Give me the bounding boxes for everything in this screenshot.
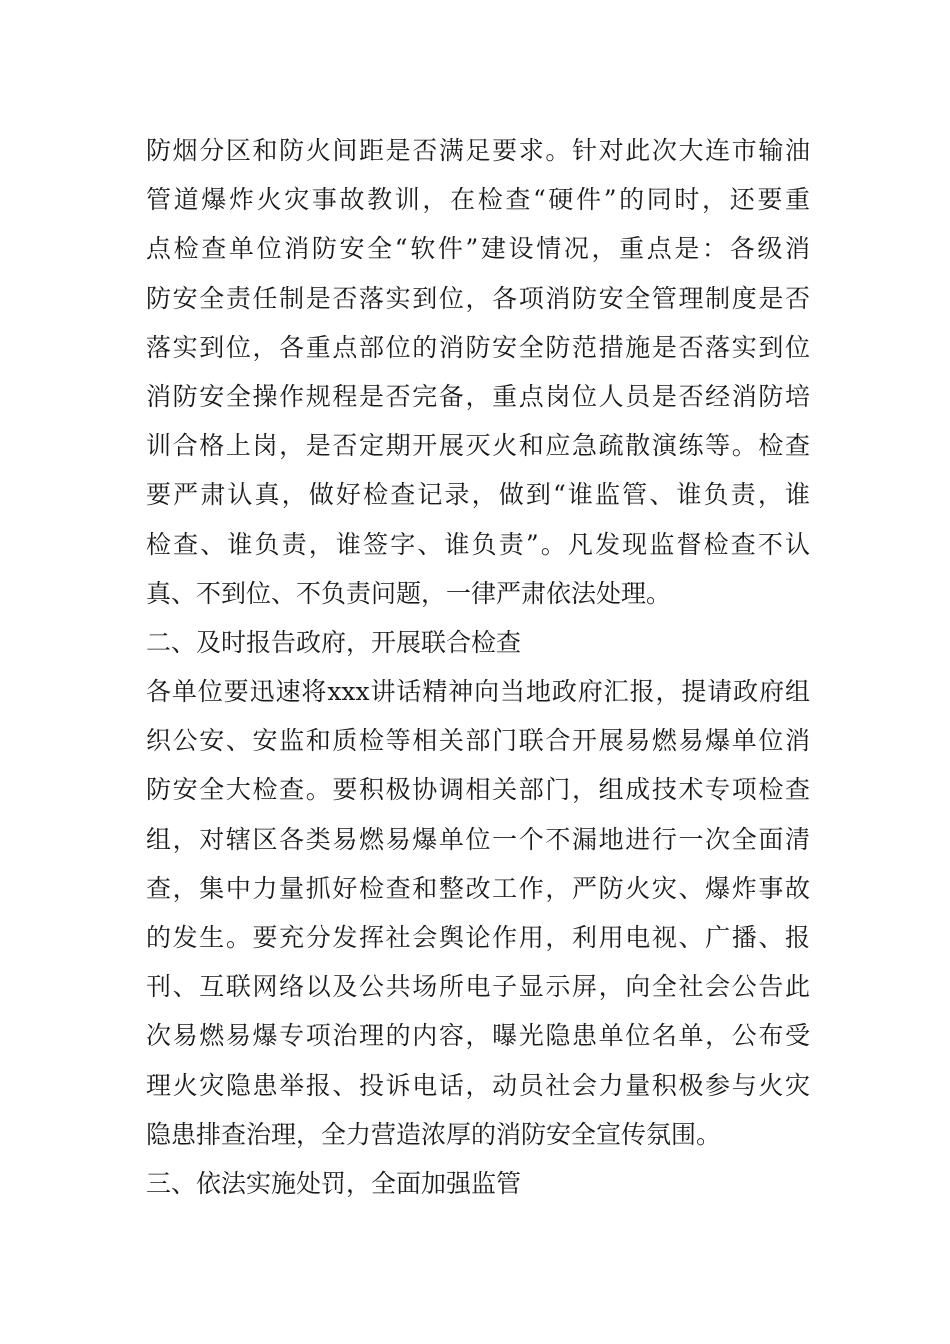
text-line: 训合格上岗，是否定期开展灭火和应急疏散演练等。检查: [146, 431, 810, 461]
text-line: 落实到位，各重点部位的消防安全防范措施是否落实到位: [146, 332, 810, 362]
text-line: 织公安、安监和质检等相关部门联合开展易燃易爆单位消: [146, 726, 810, 756]
text-line: 防安全大检查。要积极协调相关部门，组成技术专项检查: [146, 775, 810, 805]
text-line: 点检查单位消防安全“软件”建设情况，重点是：各级消: [146, 234, 810, 264]
text-line: 防烟分区和防火间距是否满足要求。针对此次大连市输油: [146, 136, 810, 165]
text-line: 组，对辖区各类易燃易爆单位一个不漏地进行一次全面清: [146, 824, 810, 854]
text-line: 真、不到位、不负责问题，一律严肃依法处理。: [146, 578, 672, 608]
text-line: 的发生。要充分发挥社会舆论作用，利用电视、广播、报: [146, 923, 810, 952]
body-text: [146, 126, 810, 1208]
section-heading: 三、依法实施处罚，全面加强监管: [146, 1168, 522, 1198]
text-line: 刊、互联网络以及公共场所电子显示屏，向全社会公告此: [146, 972, 810, 1002]
text-line: 次易燃易爆专项治理的内容，曝光隐患单位名单，公布受: [146, 1021, 810, 1051]
text-line: 管道爆炸火灾事故教训，在检查“硬件”的同时，还要重: [146, 185, 810, 215]
section-heading: 二、及时报告政府，开展联合检查: [146, 627, 522, 657]
text-line: 理火灾隐患举报、投诉电话，动员社会力量积极参与火灾: [146, 1070, 810, 1100]
text-line: 各单位要迅速将xxx讲话精神向当地政府汇报，提请政府组: [146, 677, 810, 707]
text-line: 隐患排查治理，全力营造浓厚的消防安全宣传氛围。: [146, 1119, 722, 1149]
text-line: 要严肃认真，做好检查记录，做到“谁监管、谁负责，谁: [146, 480, 810, 510]
text-line: 防安全责任制是否落实到位，各项消防安全管理制度是否: [146, 283, 810, 313]
text-line: 检查、谁负责，谁签字、谁负责”。凡发现监督检查不认: [146, 529, 810, 559]
text-line: 消防安全操作规程是否完备，重点岗位人员是否经消防培: [146, 381, 810, 411]
text-line: 查，集中力量抓好检查和整改工作，严防火灾、爆炸事故: [146, 873, 810, 903]
